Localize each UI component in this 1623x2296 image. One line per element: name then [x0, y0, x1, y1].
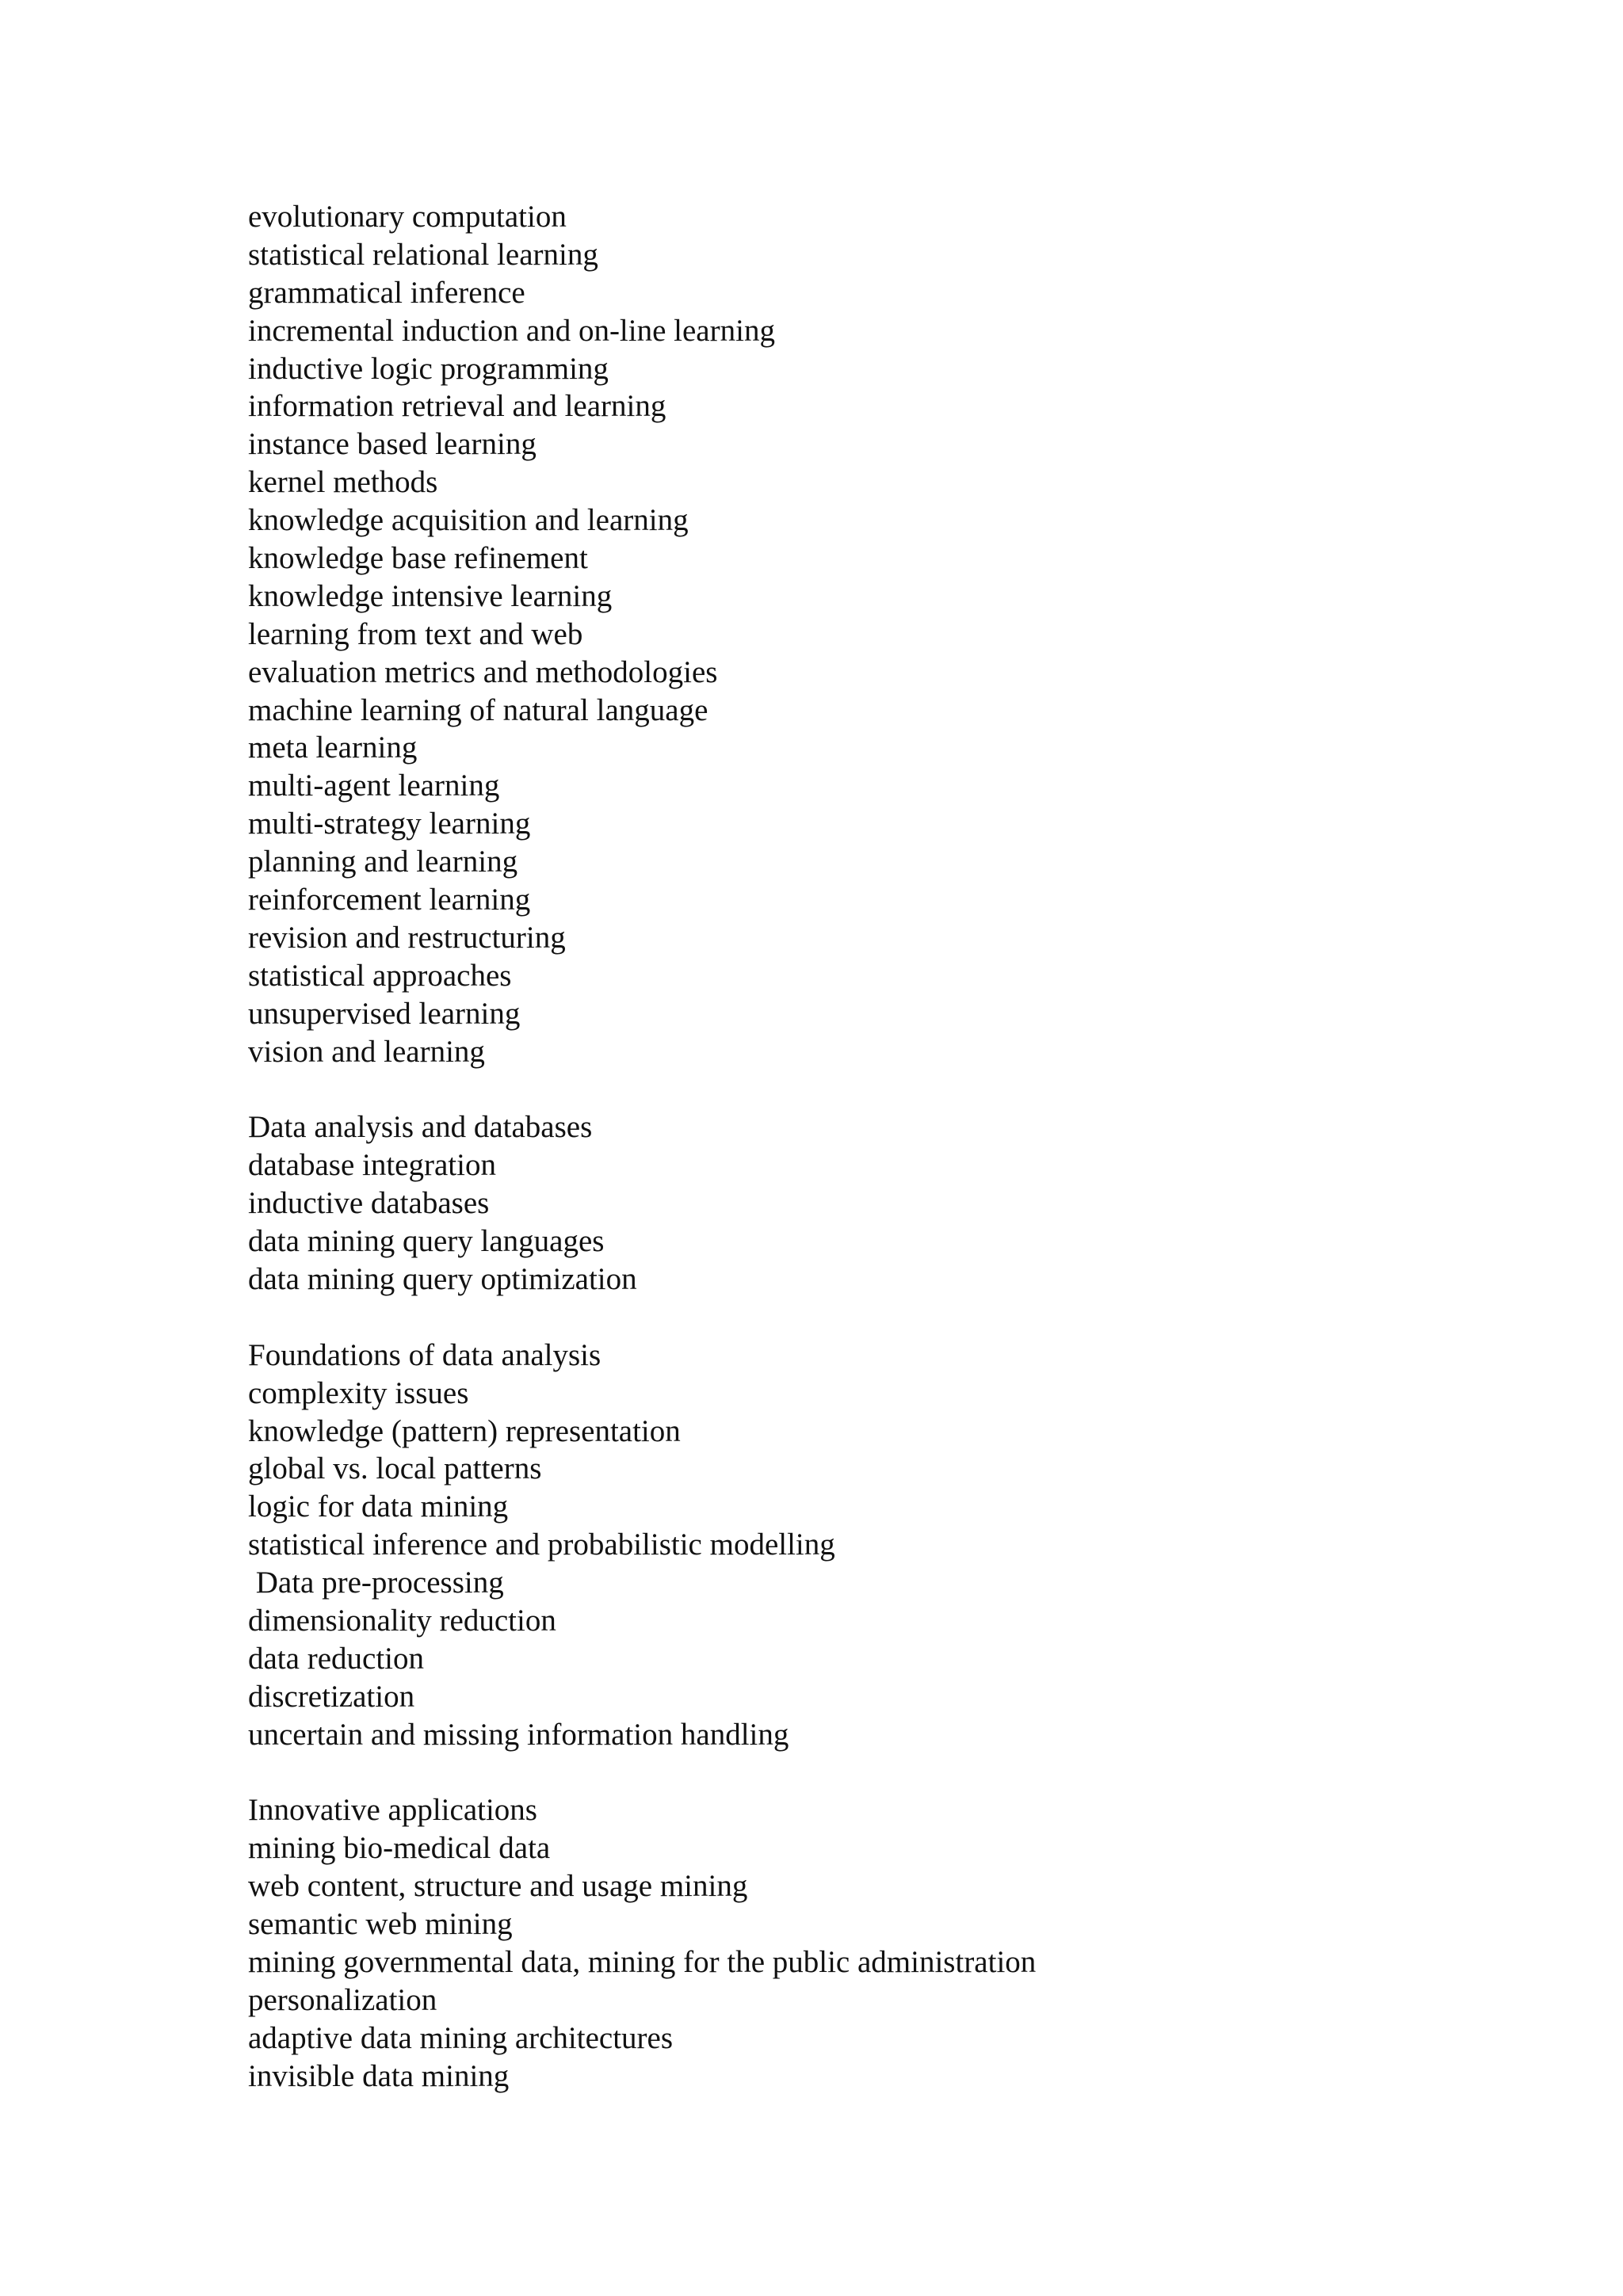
- topic-item: statistical relational learning: [248, 237, 598, 272]
- section-spacer: [248, 1299, 1556, 1337]
- topic-item: learning from text and web: [248, 616, 583, 651]
- topic-item: statistical inference and probabilistic modelling: [248, 1527, 835, 1562]
- section-heading: Innovative applications: [248, 1793, 537, 1828]
- topic-item: reinforcement learning: [248, 883, 531, 917]
- topic-item: invisible data mining: [248, 2058, 510, 2093]
- topic-item: planning and learning: [248, 845, 518, 879]
- topic-item: data mining query optimization: [248, 1261, 637, 1296]
- topic-item: dimensionality reduction: [248, 1603, 556, 1638]
- topic-item: semantic web mining: [248, 1907, 513, 1942]
- topic-item: knowledge (pattern) representation: [248, 1413, 681, 1448]
- topic-item: complexity issues: [248, 1375, 469, 1410]
- topic-item: inductive databases: [248, 1186, 490, 1221]
- topic-item: global vs. local patterns: [248, 1451, 542, 1486]
- topic-item: evolutionary computation: [248, 200, 567, 234]
- topic-item: vision and learning: [248, 1034, 485, 1069]
- section-spacer: [248, 1070, 1556, 1108]
- topic-group-learning-topics: [248, 198, 1556, 1070]
- topic-item: mining bio-medical data: [248, 1831, 551, 1866]
- topic-item: data mining query languages: [248, 1224, 605, 1259]
- topic-item: grammatical inference: [248, 275, 525, 310]
- topic-item: logic for data mining: [248, 1489, 509, 1524]
- topic-item: uncertain and missing information handling: [248, 1717, 789, 1752]
- topic-item: revision and restructuring: [248, 920, 566, 955]
- section-heading: Data analysis and databases: [248, 1110, 593, 1145]
- topic-item: adaptive data mining architectures: [248, 2020, 674, 2055]
- topic-item: knowledge base refinement: [248, 541, 588, 576]
- topic-item: incremental induction and on-line learning: [248, 313, 775, 348]
- topic-group-foundations-of-data-analysis: [248, 1337, 1556, 1754]
- topic-item: discretization: [248, 1679, 415, 1714]
- topic-item: kernel methods: [248, 465, 438, 500]
- topic-group-innovative-applications: [248, 1791, 1556, 2095]
- section-spacer: [248, 1754, 1556, 1792]
- topic-item: knowledge acquisition and learning: [248, 503, 689, 538]
- topic-item: personalization: [248, 1982, 437, 2017]
- topic-item: machine learning of natural language: [248, 692, 708, 727]
- topic-group-data-analysis-and-databases: [248, 1108, 1556, 1298]
- topic-list: [248, 198, 1556, 2096]
- topic-item: inductive logic programming: [248, 351, 609, 386]
- topic-item: multi-agent learning: [248, 769, 500, 803]
- topic-item: database integration: [248, 1148, 496, 1183]
- section-heading: Foundations of data analysis: [248, 1337, 601, 1372]
- topic-item: statistical approaches: [248, 958, 512, 993]
- topic-item: data reduction: [248, 1641, 424, 1676]
- topic-item: knowledge intensive learning: [248, 578, 613, 613]
- topic-item: evaluation metrics and methodologies: [248, 654, 718, 689]
- topic-item: multi-strategy learning: [248, 807, 531, 841]
- topic-item: instance based learning: [248, 427, 537, 462]
- topic-item: Data pre-processing: [248, 1566, 504, 1600]
- topic-item: web content, structure and usage mining: [248, 1869, 748, 1904]
- topic-item: mining governmental data, mining for the public administration: [248, 1944, 1037, 1979]
- topic-item: unsupervised learning: [248, 996, 521, 1031]
- topic-item: information retrieval and learning: [248, 389, 666, 424]
- topic-item: meta learning: [248, 730, 418, 765]
